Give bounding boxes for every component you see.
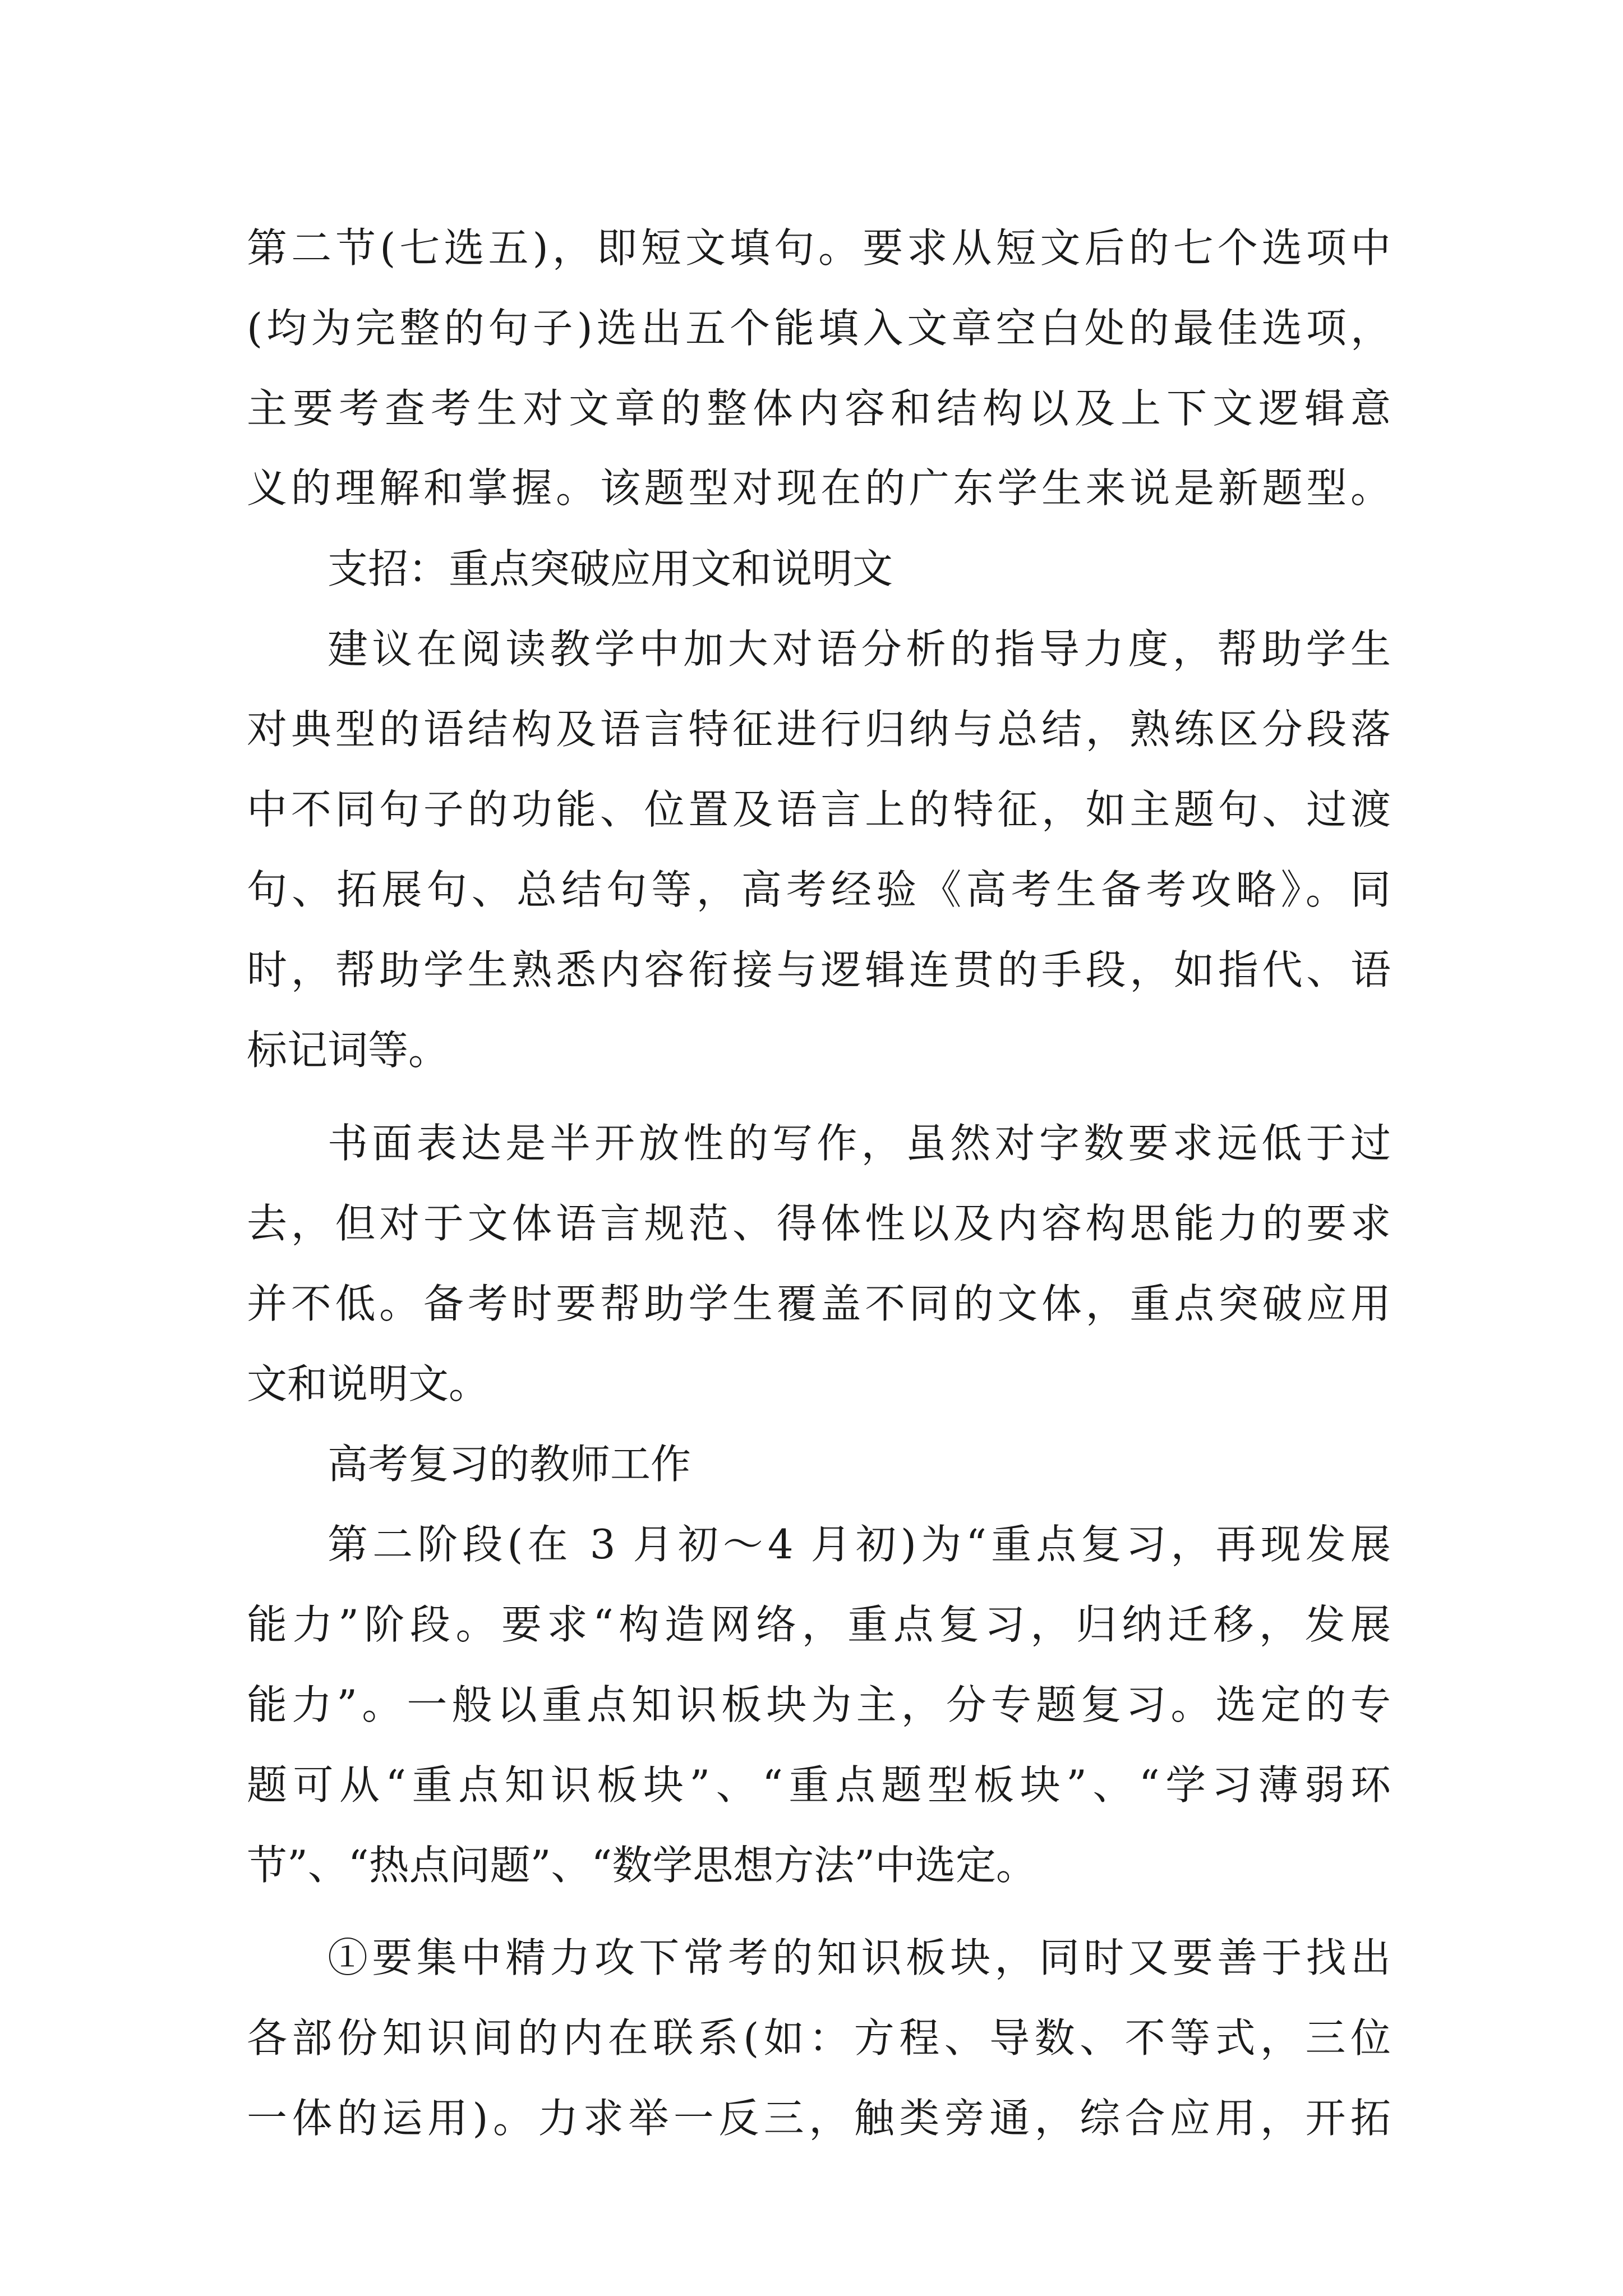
text-line: 中不同句子的功能、位置及语言上的特征，如主题句、过渡 <box>247 786 1391 833</box>
text-line: 题可从“重点知识板块”、“重点题型板块”、“学习薄弱环 <box>247 1761 1391 1809</box>
text-line: 能力”阶段。要求“构造网络，重点复习，归纳迁移，发展 <box>247 1601 1391 1648</box>
text-line: 建议在阅读教学中加大对语分析的指导力度，帮助学生 <box>328 625 1391 673</box>
text-line: 标记词等。 <box>247 1027 449 1074</box>
text-line: 一体的运用)。力求举一反三，触类旁通，综合应用，开拓 <box>247 2095 1391 2142</box>
text-line: 主要考查考生对文章的整体内容和结构以及上下文逻辑意 <box>247 385 1391 432</box>
text-line: 并不低。备考时要帮助学生覆盖不同的文体，重点突破应用 <box>247 1280 1391 1327</box>
text-line: (均为完整的句子)选出五个能填入文章空白处的最佳选项， <box>247 305 1391 352</box>
text-line: 各部份知识间的内在联系(如：方程、导数、不等式，三位 <box>247 2014 1391 2062</box>
text-line: 去，但对于文体语言规范、得体性以及内容构思能力的要求 <box>247 1200 1391 1247</box>
section-heading: 高考复习的教师工作 <box>328 1441 691 1488</box>
text-line: 对典型的语结构及语言特征进行归纳与总结，熟练区分段落 <box>247 706 1391 753</box>
text-line: 第二节(七选五)，即短文填句。要求从短文后的七个选项中 <box>247 224 1391 272</box>
section-heading: 支招：重点突破应用文和说明文 <box>328 545 893 592</box>
text-line: ①要集中精力攻下常考的知识板块，同时又要善于找出 <box>328 1934 1391 1981</box>
text-line: 句、拓展句、总结句等，高考经验《高考生备考攻略》。同 <box>247 866 1391 913</box>
text-line: 文和说明文。 <box>247 1360 490 1407</box>
text-line: 时，帮助学生熟悉内容衔接与逻辑连贯的手段，如指代、语 <box>247 946 1391 993</box>
text-line: 能力”。一般以重点知识板块为主，分专题复习。选定的专 <box>247 1681 1391 1728</box>
text-line: 义的理解和掌握。该题型对现在的广东学生来说是新题型。 <box>247 464 1391 512</box>
text-line: 节”、“热点问题”、“数学思想方法”中选定。 <box>247 1842 1037 1889</box>
text-line: 第二阶段(在 3 月初～4 月初)为“重点复习，再现发展 <box>328 1521 1391 1568</box>
text-line: 书面表达是半开放性的写作，虽然对字数要求远低于过 <box>328 1120 1391 1167</box>
